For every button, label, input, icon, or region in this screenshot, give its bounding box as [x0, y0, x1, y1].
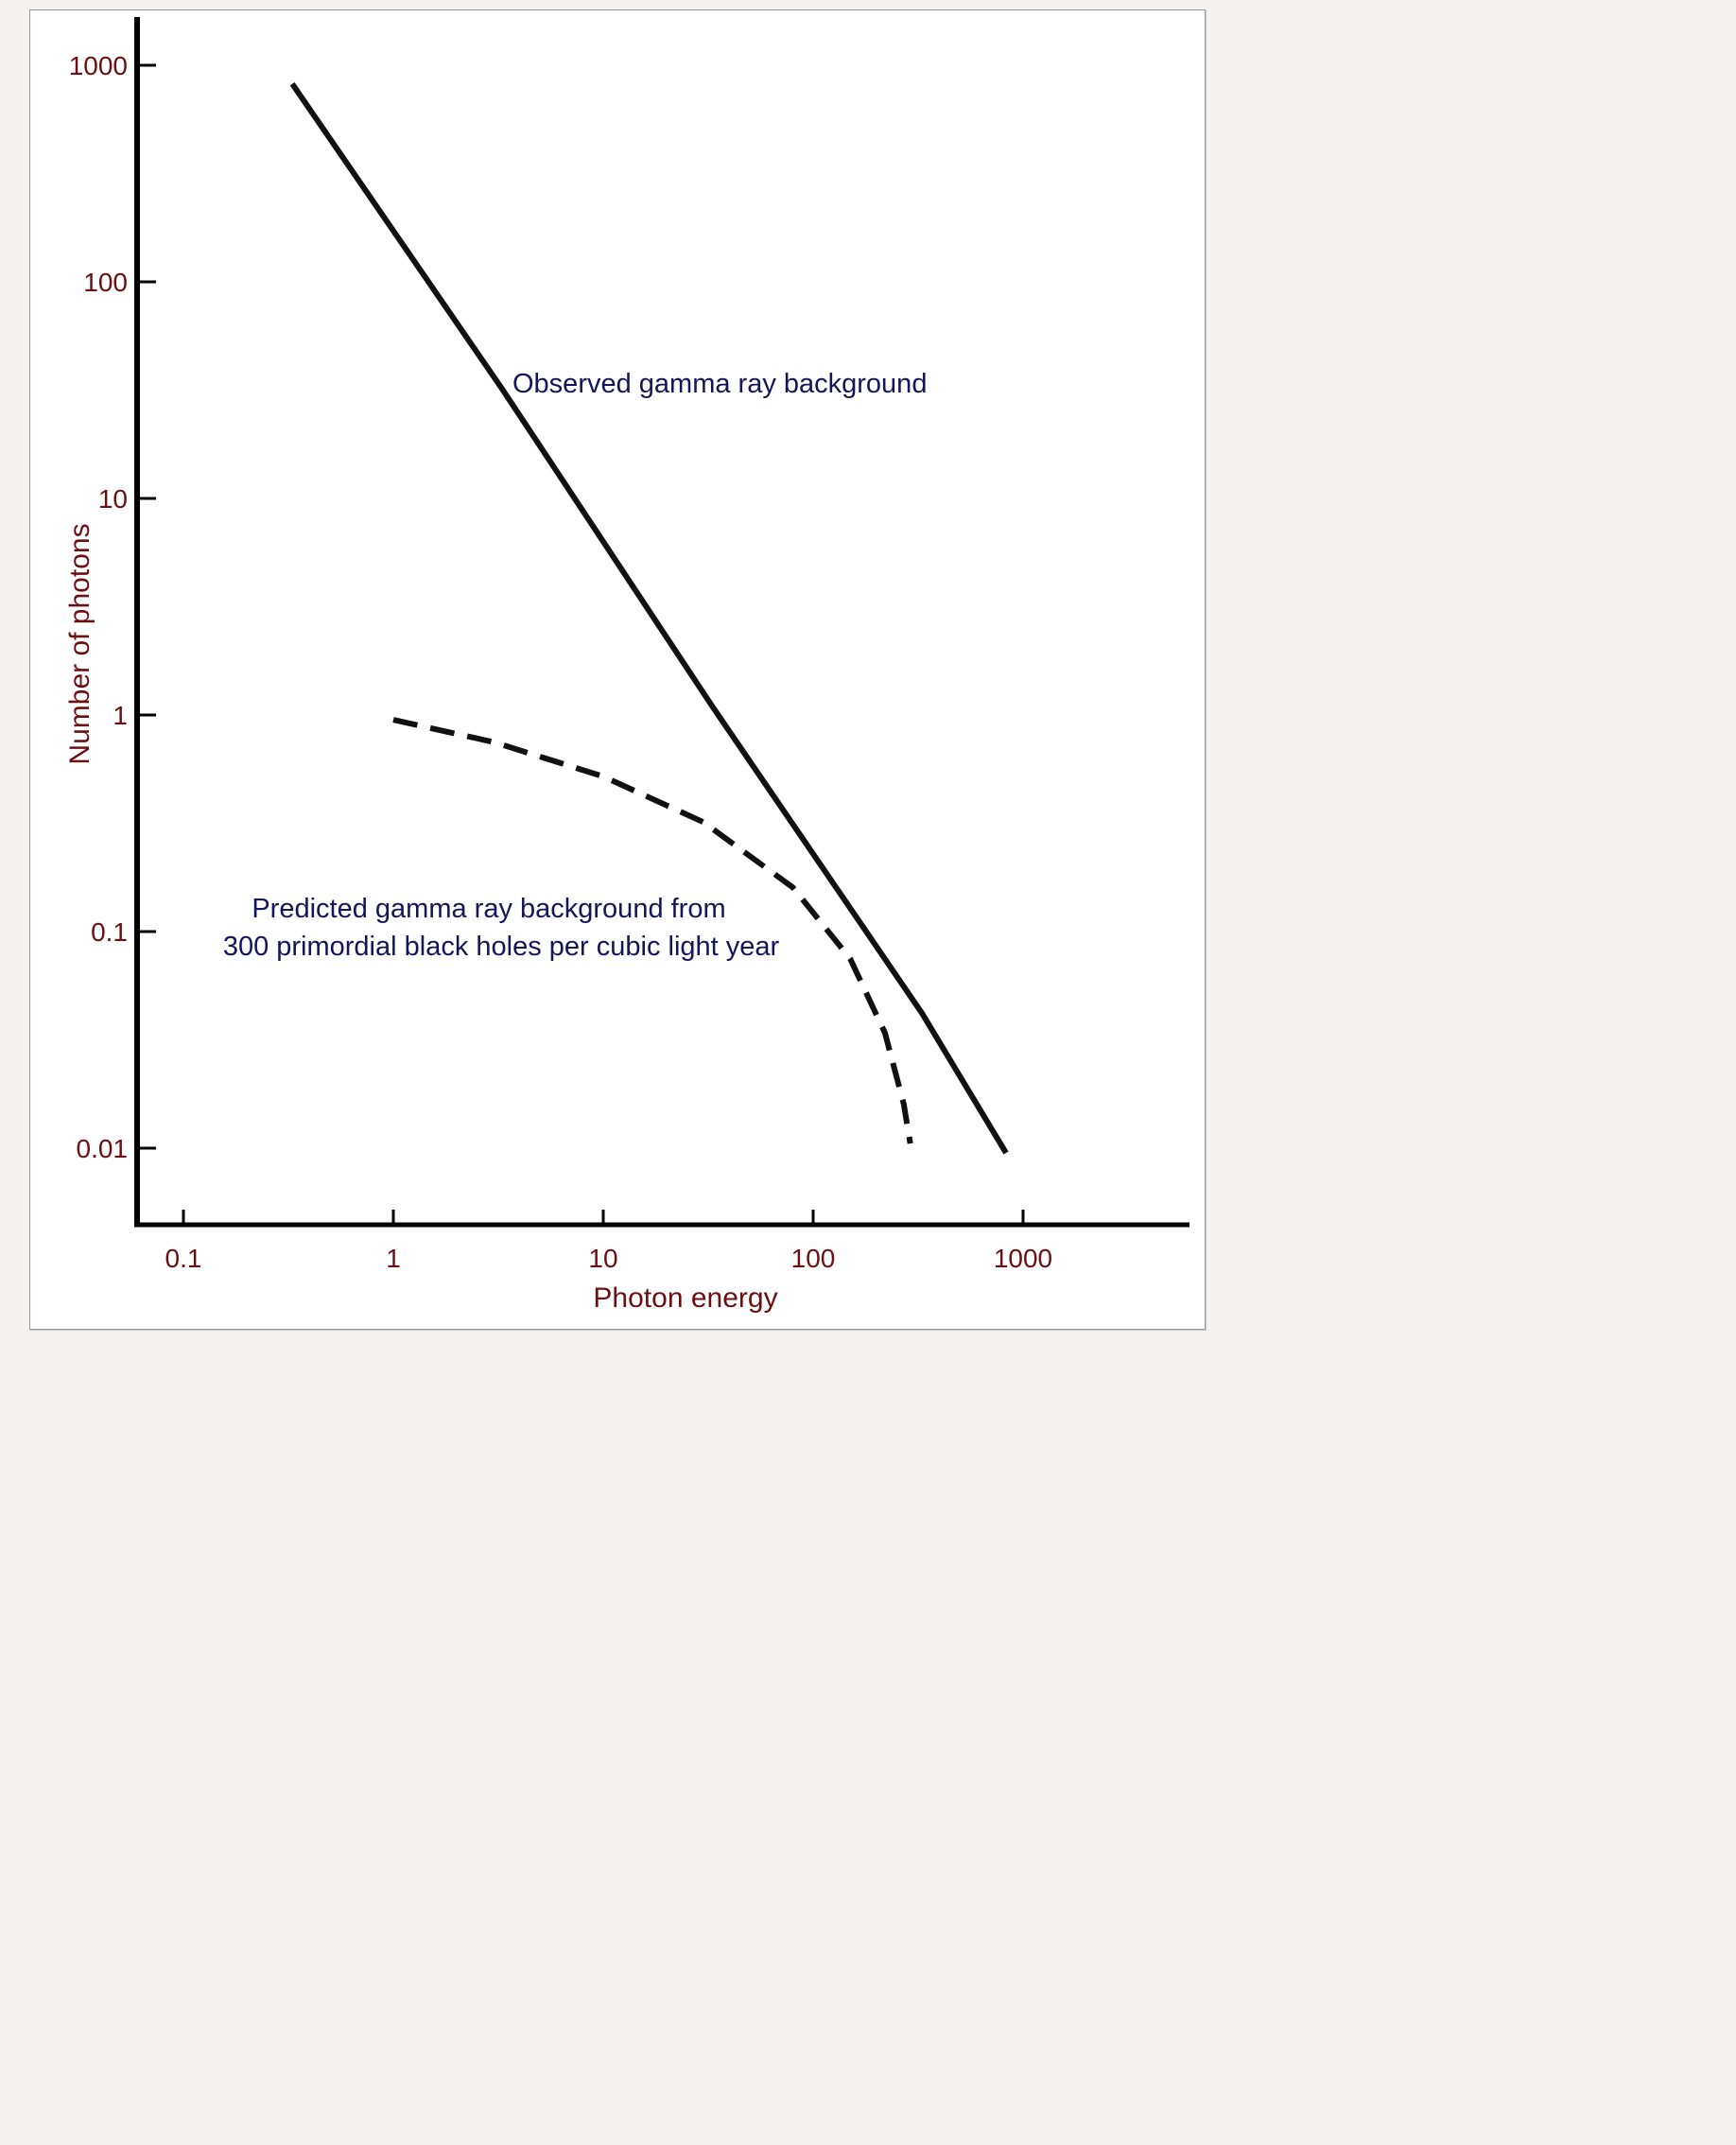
y-tick-label: 100: [83, 268, 128, 297]
y-axis-title: Number of photons: [64, 523, 95, 765]
y-tick-label: 0.01: [76, 1134, 128, 1163]
x-tick-label: 100: [790, 1244, 836, 1273]
observed-series-label: Observed gamma ray background: [512, 369, 928, 399]
predicted-series-label-line-1: Predicted gamma ray background from: [252, 894, 726, 924]
x-tick-label: 1: [386, 1244, 401, 1273]
x-axis-title: Photon energy: [593, 1282, 778, 1314]
y-tick-label: 1: [113, 701, 128, 730]
x-tick-label: 1000: [993, 1244, 1053, 1273]
y-tick-label: 10: [97, 484, 128, 514]
y-tick-label: 0.1: [91, 917, 128, 947]
axes: [134, 17, 1189, 1225]
y-tick-label: 1000: [68, 51, 128, 80]
series: [292, 84, 1006, 1153]
predicted-series-label-line-2: 300 primordial black holes per cubic light year: [222, 932, 780, 962]
x-tick-label: 10: [588, 1244, 618, 1273]
ticks: [69, 51, 1052, 1273]
observed-series-line: [292, 84, 1006, 1153]
x-tick-label: 0.1: [165, 1244, 202, 1273]
chart-frame: [29, 9, 1206, 1330]
gamma-ray-chart: [30, 10, 1205, 1329]
